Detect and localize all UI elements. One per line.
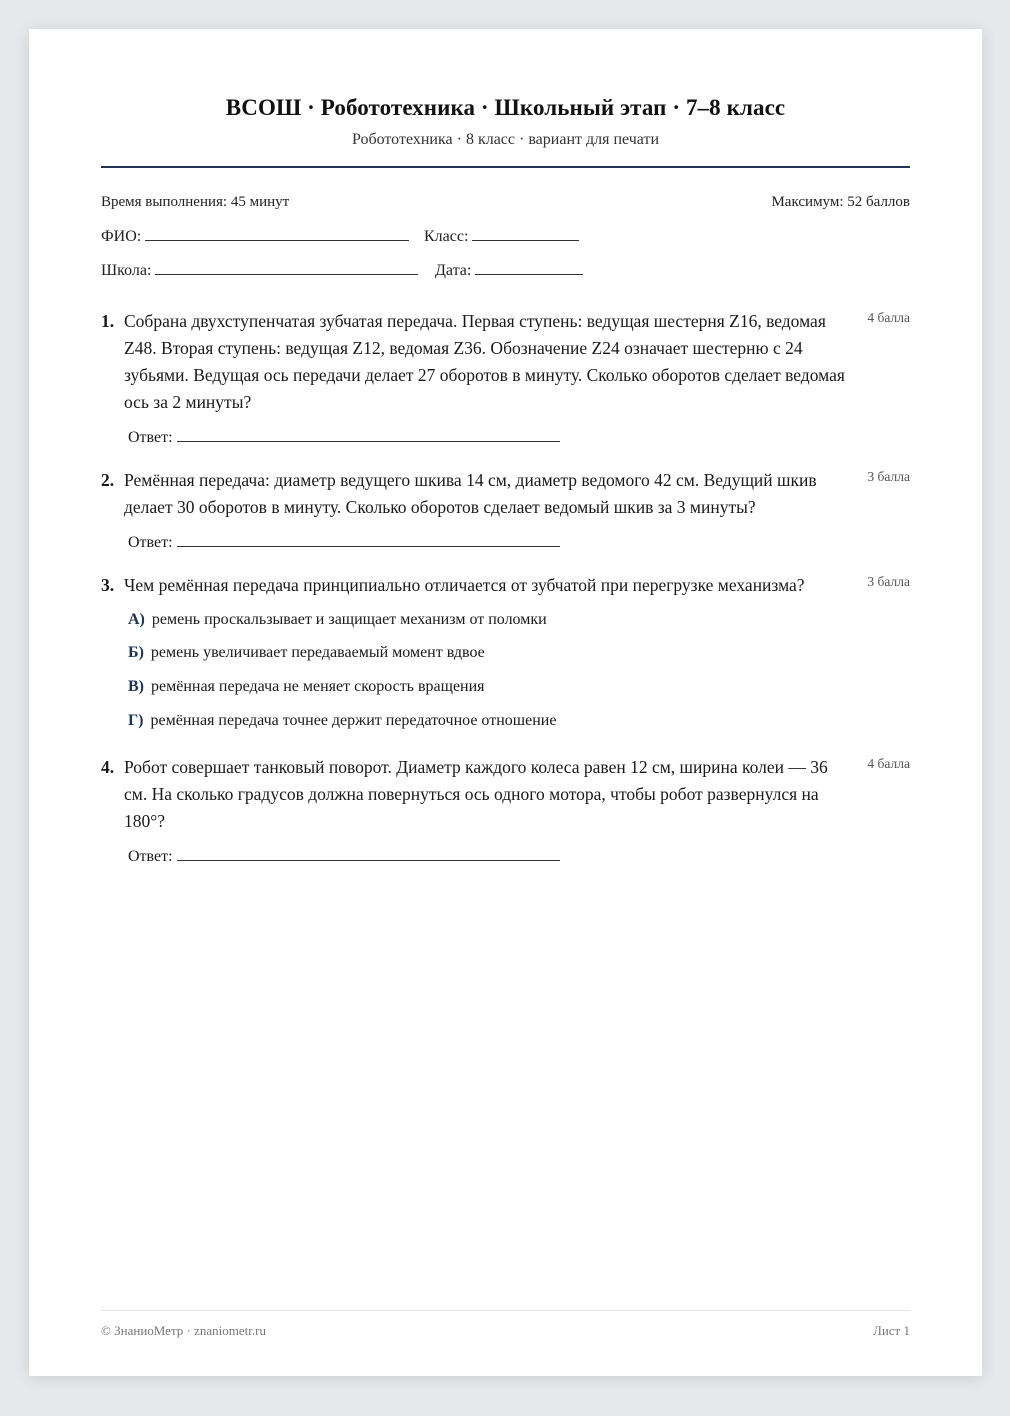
question-points: 4 балла — [867, 310, 910, 325]
answer-4 — [128, 846, 560, 866]
header-divider — [101, 166, 910, 168]
question-points: 4 балла — [867, 756, 910, 771]
page-subtitle: Робототехника · 8 класс · вариант для печати — [351, 131, 660, 148]
question-number: 2. — [101, 470, 115, 490]
answer-2 — [128, 532, 560, 552]
date-label: Дата: — [435, 262, 472, 279]
question-points: 3 балла — [867, 574, 910, 589]
option-text: ремень проскальзывает и защищает механизм от поломки — [151, 611, 547, 628]
option-text: ремённая передача точнее держит передаточное отношение — [150, 712, 557, 729]
school-label: Школа: — [101, 262, 152, 279]
footer-sheet-number: Лист 1 — [873, 1323, 910, 1338]
fio-line[interactable] — [145, 226, 409, 241]
question-text: Ремённая передача: диаметр ведущего шкива 14 см, диаметр ведомого 42 см. Ведущий шкив делает 30 оборотов в минуту. Сколько оборотов сделает ведомый шкив за 3 минуты? — [124, 470, 817, 517]
option-v[interactable] — [128, 678, 485, 696]
fio-field — [101, 226, 409, 246]
question-text: Собрана двухступенчатая зубчатая передача. Первая ступень: ведущая шестерня Z16, ведомая Z48. Вторая ступень: ведущая Z12, ведомая Z36. Обозначение Z24 означает шестерню с 24 зубьями. Ведущая ось передачи делает 27 оборотов в минуту. Сколько оборотов сделает ведомая ось за 2 минуты? — [124, 311, 845, 412]
school-line[interactable] — [155, 260, 418, 275]
question-text: Чем ремённая передача принципиально отличается от зубчатой при перегрузке механизма? — [124, 575, 805, 595]
class-label: Класс: — [424, 228, 469, 245]
school-field — [101, 260, 418, 280]
option-text: ремённая передача не меняет скорость вращения — [151, 678, 485, 695]
answer-line[interactable] — [177, 427, 560, 442]
answer-1 — [128, 427, 560, 447]
option-letter: Г) — [128, 712, 144, 729]
time-limit: Время выполнения: 45 минут — [101, 194, 290, 210]
question-number: 3. — [101, 575, 115, 595]
option-text: ремень увеличивает передаваемый момент вдвое — [150, 644, 485, 661]
answer-label: Ответ: — [128, 429, 173, 446]
footer-divider — [101, 1310, 910, 1311]
footer-copyright: © ЗнаниоМетр · znaniometr.ru — [101, 1323, 266, 1338]
page-title: ВСОШ · Робототехника · Школьный этап · 7–8 класс — [225, 95, 786, 120]
option-g[interactable] — [128, 712, 556, 730]
question-number: 1. — [101, 311, 115, 331]
option-a[interactable] — [128, 611, 547, 629]
answer-label: Ответ: — [128, 848, 173, 865]
question-text: Робот совершает танковый поворот. Диаметр каждого колеса равен 12 см, ширина колеи — 36 см. На сколько градусов должна повернуться ось одного мотора, чтобы робот развернулся на 180°? — [124, 757, 828, 831]
question-points: 3 балла — [867, 469, 910, 484]
date-field — [435, 260, 583, 280]
class-line[interactable] — [472, 226, 579, 241]
worksheet-page — [29, 29, 982, 1376]
answer-label: Ответ: — [128, 534, 173, 551]
option-b[interactable] — [128, 644, 485, 662]
answer-line[interactable] — [177, 532, 560, 547]
question-number: 4. — [101, 757, 115, 777]
option-letter: В) — [128, 678, 144, 695]
date-line[interactable] — [475, 260, 583, 275]
max-score: Максимум: 52 баллов — [771, 194, 910, 210]
fio-label: ФИО: — [101, 228, 142, 245]
option-letter: Б) — [128, 644, 144, 661]
answer-line[interactable] — [177, 846, 560, 861]
option-letter: А) — [128, 611, 145, 628]
class-field — [424, 226, 579, 246]
